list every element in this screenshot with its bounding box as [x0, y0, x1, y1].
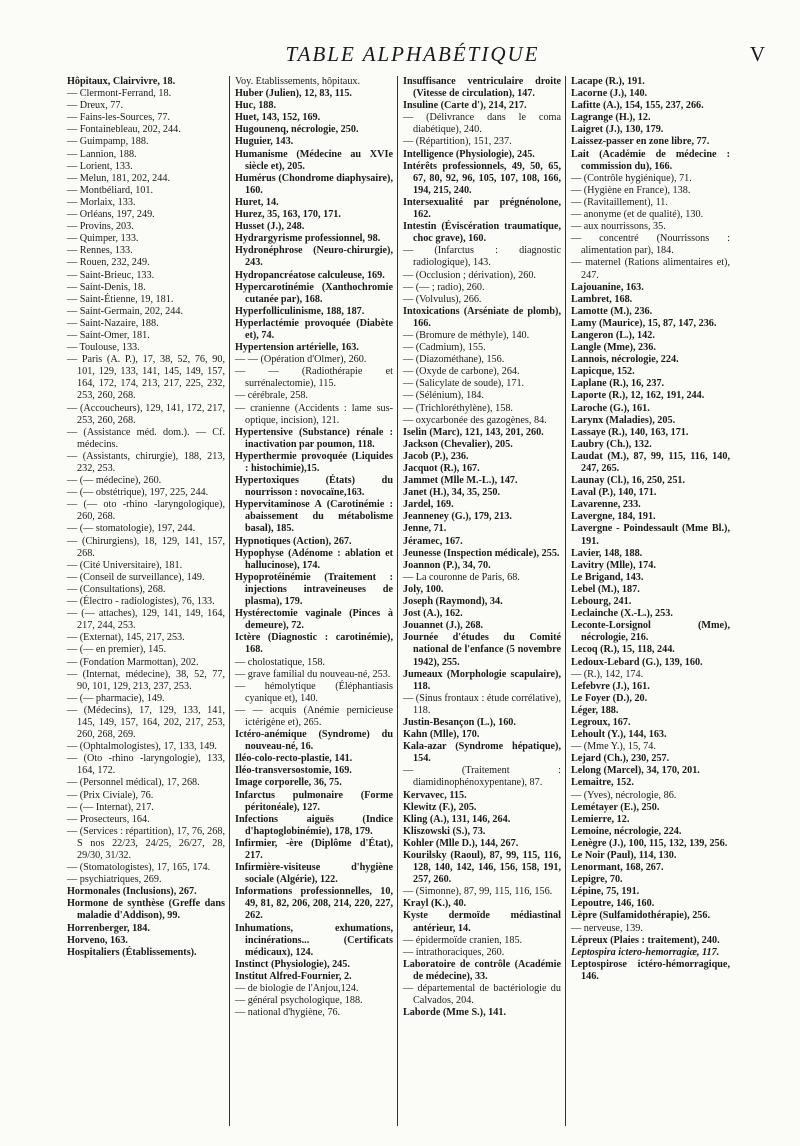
- index-entry: Infections aiguës (Indice d'haptoglobinémie), 178, 179.: [235, 813, 393, 837]
- index-entry: Jéramec, 167.: [403, 535, 463, 547]
- index-entry: Klewitz (F.), 205.: [403, 801, 477, 813]
- index-entry: Laplane (R.), 16, 237.: [571, 378, 665, 390]
- index-entry: Launay (Cl.), 16, 250, 251.: [571, 475, 686, 487]
- index-entry: Lavarenne, 233.: [571, 499, 641, 511]
- index-entry: Horveno, 163.: [67, 934, 128, 946]
- index-entry: — — (Radiothérapie et surrénalectomie), 115.: [235, 366, 393, 390]
- index-entry: — Melun, 181, 202, 244.: [67, 172, 171, 184]
- index-entry: Le Foyer (D.), 20.: [571, 692, 648, 704]
- index-entry: — (— en premier), 145.: [67, 644, 167, 656]
- index-entry: — (— pharmacie), 149.: [67, 692, 165, 704]
- index-entry: — Saint-Étienne, 19, 181.: [67, 293, 174, 305]
- index-entry: Joly, 100.: [403, 583, 444, 595]
- index-entry: — Saint-Germain, 202, 244.: [67, 305, 184, 317]
- index-entry: — Lannion, 188.: [67, 148, 137, 160]
- index-entry: — Toulouse, 133.: [67, 342, 140, 354]
- index-entry: Kahn (Mlle), 170.: [403, 729, 480, 741]
- index-entry: Hurez, 35, 163, 170, 171.: [235, 209, 341, 221]
- index-entry: Krayl (K.), 40.: [403, 898, 467, 910]
- index-entry: — (Stomatologistes), 17, 165, 174.: [67, 862, 211, 874]
- index-entry: — (Médecins), 17, 129, 133, 141, 145, 149, 157, 164, 202, 217, 253, 260, 268, 269.: [67, 704, 225, 741]
- index-entry: Intestin (Éviscération traumatique, choc grave), 160.: [403, 221, 561, 245]
- index-entry: Jacob (P.), 236.: [403, 450, 469, 462]
- index-entry: — (Ravitaillement), 11.: [571, 196, 668, 208]
- index-entry: Kohler (Mlle D.), 144, 267.: [403, 837, 519, 849]
- index-entry: — Dreux, 77.: [67, 100, 124, 112]
- index-entry: Hyperlactémie provoquée (Diabète et), 74.: [235, 317, 393, 341]
- index-entry: Intersexualité par prégnénolone, 162.: [403, 196, 561, 221]
- index-entry: — (Accoucheurs), 129, 141, 172, 217, 253, 260, 268.: [67, 402, 225, 426]
- index-entry: Jost (A.), 162.: [403, 608, 463, 620]
- index-entry: Lemaitre, 152.: [571, 777, 634, 789]
- index-entry: Laboratoire de contrôle (Académie de médecine), 33.: [403, 958, 561, 982]
- index-entry: Hydrargyrisme professionnel, 98.: [235, 233, 381, 245]
- index-entry: Huc, 188.: [235, 100, 277, 112]
- index-entry: Huret, 14.: [235, 196, 279, 208]
- index-entry: — (— attaches), 129, 141, 149, 164, 217, 244, 253.: [67, 608, 225, 632]
- index-entry: — (Oxyde de carbone), 264.: [403, 366, 520, 378]
- index-entry: — Morlaix, 133.: [67, 196, 136, 208]
- index-entry: Jacquot (R.), 167.: [403, 463, 480, 474]
- index-entry: Laubry (Ch.), 132.: [571, 438, 652, 450]
- index-entry: Lagrange (H.), 12.: [571, 112, 651, 124]
- index-entry: Hormonales (Inclusions), 267.: [67, 886, 197, 898]
- index-entry: Hypophyse (Adénome : ablation et hallucinose), 174.: [235, 547, 393, 571]
- index-entry: Lemétayer (E.), 250.: [571, 801, 660, 813]
- index-entry: Hugounenq, nécrologie, 250.: [235, 124, 359, 136]
- index-entry: Hypnotiques (Action), 267.: [235, 535, 352, 547]
- index-entry: Lejard (Ch.), 230, 257.: [571, 753, 670, 765]
- index-entry: — épidermoïde cranien, 185.: [403, 934, 523, 946]
- index-entry: Lefebvre (J.), 161.: [571, 680, 650, 692]
- index-entry: — Orléans, 197, 249.: [67, 209, 155, 221]
- index-entry: — (Sélénium), 184.: [403, 390, 484, 402]
- index-entry: Lelong (Marcel), 34, 170, 201.: [571, 765, 700, 777]
- index-entry: — (Infarctus : diagnostic radiologique), 143.: [403, 245, 561, 269]
- index-entry: Kyste dermoïde médiastinal antérieur, 14.: [403, 910, 561, 934]
- index-entry: Journée d'études du Comité national de l'enfance (5 novembre 1942), 255.: [403, 632, 561, 668]
- index-entry: — (Bromure de méthyle), 140.: [403, 329, 530, 341]
- index-entry: — (Diazométhane), 156.: [403, 354, 505, 366]
- index-column-1: [62, 76, 230, 1126]
- index-entry: — La couronne de Paris, 68.: [403, 571, 520, 583]
- index-entry: — Provins, 203.: [67, 221, 134, 233]
- index-entry: — (Services : répartition), 17, 76, 268, S nos 22/23, 24/25, 26/27, 28, 29/30, 31/32.: [67, 825, 225, 861]
- index-entry: — Saint-Omer, 181.: [67, 329, 150, 341]
- index-entry: Lehoult (Y.), 144, 163.: [571, 729, 667, 741]
- index-entry: Jeanneney (G.), 179, 213.: [403, 511, 512, 523]
- index-entry: Janet (H.), 34, 35, 250.: [403, 487, 501, 499]
- index-entry: — (Délivrance dans le coma diabétique), 240.: [403, 112, 561, 136]
- index-entry: Intérêts professionnels, 49, 50, 65, 67, 80, 92, 96, 105, 107, 108, 166, 194, 215, 240.: [403, 160, 561, 196]
- index-entry: Hypoprotéinémie (Traitement : injections intraveineuses de plasma), 179.: [235, 571, 393, 608]
- index-entry: — — acquis (Anémie pernicieuse ictérigène et), 265.: [235, 704, 393, 728]
- index-column-4: [566, 76, 734, 1126]
- index-entry: Lannois, nécrologie, 224.: [571, 354, 679, 366]
- index-entry: — oxycarbonée des gazogènes, 84.: [403, 414, 547, 426]
- index-entry: Infarctus pulmonaire (Forme péritonéale), 127.: [235, 789, 393, 813]
- index-entry: Léger, 188.: [571, 704, 619, 716]
- index-entry: — départemental de bactériologie du Calvados, 204.: [403, 983, 561, 1007]
- index-entry: Ictéro-anémique (Syndrome) du nouveau-né, 16.: [235, 729, 393, 753]
- index-entry: Hypertoxiques (États) du nourrisson : novocaïne,163.: [235, 475, 393, 499]
- index-entry: Iléo-transversostomie, 169.: [235, 765, 352, 777]
- page-title: TABLE ALPHABÉTIQUE: [285, 42, 540, 66]
- index-entry: Lecoq (R.), 15, 118, 244.: [571, 644, 675, 656]
- index-entry: Jouannet (J.), 268.: [403, 620, 484, 632]
- index-entry: — (R.), 142, 174.: [571, 668, 644, 680]
- index-entry: — (Cité Universitaire), 181.: [67, 559, 183, 571]
- index-entry: Lèpre (Sulfamidothérapie), 256.: [571, 910, 711, 922]
- index-entry: — hémolytique (Éléphantiasis cyanique et), 140.: [235, 680, 393, 704]
- index-entry: Leptospira ictero-hemorragiæ, 117.: [571, 946, 720, 958]
- index-entry: Le Noir (Paul), 114, 130.: [571, 850, 677, 861]
- index-entry: — (Conseil de surveillance), 149.: [67, 571, 205, 583]
- index-entry: Lait (Académie de médecine : commission du), 166.: [571, 148, 730, 172]
- index-entry: — (Mme Y.), 15, 74.: [571, 741, 656, 753]
- index-entry: — Saint-Brieuc, 133.: [67, 269, 155, 281]
- index-entry: Jardel, 169.: [403, 499, 454, 511]
- index-entry: Leptospirose ictéro-hémorragique, 146.: [571, 958, 730, 982]
- index-entry: — Rennes, 133.: [67, 245, 133, 257]
- index-entry: — (Salicylate de soude), 171.: [403, 378, 525, 390]
- index-entry: — (Répartition), 151, 237.: [403, 136, 512, 148]
- index-entry: Huet, 143, 152, 169.: [235, 112, 321, 124]
- index-entry: Laroche (G.), 161.: [571, 402, 650, 414]
- index-entry: — (Assistance méd. dom.). — Cf. médecins.: [67, 426, 225, 450]
- index-entry: Hypertensive (Substance) rénale : inactivation par poumon, 118.: [235, 426, 393, 450]
- index-entry: — concentré (Nourrissons : alimentation par), 184.: [571, 233, 730, 257]
- index-entry: — Montbéliard, 101.: [67, 184, 154, 196]
- index-entry: — (Consultations), 268.: [67, 583, 166, 595]
- index-entry: — (Cadmium), 155.: [403, 342, 486, 354]
- index-entry: Kling (A.), 131, 146, 264.: [403, 813, 511, 825]
- index-entry: Lavitry (Mlle), 174.: [571, 559, 656, 571]
- index-entry: — Quimper, 133.: [67, 233, 139, 245]
- index-entry: Lebel (M.), 187.: [571, 583, 640, 595]
- index-entry: Lépreux (Plaies : traitement), 240.: [571, 934, 720, 946]
- index-entry: Humérus (Chondrome diaphysaire), 160.: [235, 172, 393, 196]
- index-entry: Kervavec, 115.: [403, 789, 467, 801]
- index-entry: Lambret, 168.: [571, 293, 633, 305]
- index-entry: Lavergne - Poindessault (Mme Bl.), 191.: [571, 523, 730, 547]
- index-entry: Joannon (P.), 34, 70.: [403, 559, 491, 571]
- index-entry: Lacape (R.), 191.: [571, 76, 645, 87]
- index-entry: Laissez-passer en zone libre, 77.: [571, 136, 710, 148]
- index-entry: — Rouen, 232, 249.: [67, 257, 150, 269]
- index-entry: Lépine, 75, 191.: [571, 886, 640, 898]
- index-entry: — cholostatique, 158.: [235, 656, 325, 668]
- index-entry: — intrathoraciques, 260.: [403, 946, 505, 958]
- index-entry: — Fontainebleau, 202, 244.: [67, 124, 181, 136]
- index-entry: — (Électro - radiologistes), 76, 133.: [67, 596, 215, 608]
- index-entry: Lapicque, 152.: [571, 366, 635, 378]
- index-entry: Lenormant, 168, 267.: [571, 862, 664, 874]
- index-entry: Hydropancréatose calculeuse, 169.: [235, 269, 385, 281]
- index-entry: Joseph (Raymond), 34.: [403, 596, 503, 608]
- index-entry: — (— stomatologie), 197, 244.: [67, 523, 196, 535]
- index-entry: — nerveuse, 139.: [571, 922, 643, 934]
- index-entry: Jeunesse (Inspection médicale), 255.: [403, 547, 560, 559]
- index-entry: Lebourg, 241.: [571, 596, 632, 608]
- index-entry: Kala-azar (Syndrome hépatique), 154.: [403, 741, 561, 765]
- index-entry: — Guimpamp, 188.: [67, 136, 149, 148]
- index-entry: Lavier, 148, 188.: [571, 547, 643, 559]
- index-entry: — psychiatriques, 269.: [67, 874, 162, 886]
- index-entry: — national d'hygiène, 76.: [235, 1007, 341, 1019]
- index-entry: Hypervitaminose A (Carotinémie : abaissement du métabolisme basal), 185.: [235, 499, 393, 535]
- index-entry: Leconte-Lorsignol (Mme), nécrologie, 216.: [571, 620, 730, 644]
- index-entry: — (Occlusion ; dérivation), 260.: [403, 269, 536, 281]
- index-entry: Informations professionnelles, 10, 49, 81, 82, 206, 208, 214, 220, 227, 262.: [235, 886, 393, 922]
- index-column-3: [398, 76, 566, 1126]
- index-entry: — (Contrôle hygiénique), 71.: [571, 172, 692, 184]
- index-entry: — de biologie de l'Anjou,124.: [235, 983, 359, 995]
- index-entry: Lavergne, 184, 191.: [571, 511, 656, 523]
- index-entry: Iléo-colo-recto-plastie, 141.: [235, 753, 353, 765]
- index-entry: Huguier, 143.: [235, 136, 294, 148]
- index-entry: Husset (J.), 248.: [235, 221, 305, 233]
- index-entry: — maternel (Rations alimentaires et), 247.: [571, 257, 730, 281]
- index-entry: Infirmière-visiteuse d'hygiène sociale (Algérie), 122.: [235, 862, 393, 886]
- index-entry: — (— obstétrique), 197, 225, 244.: [67, 487, 209, 499]
- index-entry: — (Yves), nécrologie, 86.: [571, 789, 677, 801]
- index-entry: Justin-Besançon (L.), 160.: [403, 716, 516, 728]
- index-entry: Image corporelle, 36, 75.: [235, 777, 342, 789]
- index-entry: Lemoine, nécrologie, 224.: [571, 825, 682, 837]
- index-entry: Jenne, 71.: [403, 523, 447, 535]
- index-entry: Langeron (L.), 142.: [571, 329, 655, 341]
- index-entry: — (Prix Civiale), 76.: [67, 789, 154, 801]
- index-entry: — anonyme (et de qualité), 130.: [571, 209, 704, 221]
- index-entry: Inhumations, exhumations, incinérations... (Certificats médicaux), 124.: [235, 922, 393, 958]
- index-entry: Laigret (J.), 130, 179.: [571, 124, 664, 136]
- index-entry: Laval (P.), 140, 171.: [571, 487, 657, 499]
- index-entry: — (Fondation Marmottan), 202.: [67, 656, 199, 668]
- index-entry: Lafitte (A.), 154, 155, 237, 266.: [571, 100, 704, 112]
- page-number: V: [749, 42, 765, 66]
- index-entry: — aux nourrissons, 35.: [571, 221, 666, 233]
- index-entry: Laborde (Mme S.), 141.: [403, 1007, 506, 1019]
- index-entry: Lamy (Maurice), 15, 87, 147, 236.: [571, 317, 717, 329]
- index-entry: Laporte (R.), 12, 162, 191, 244.: [571, 390, 705, 402]
- index-entry: Kourilsky (Raoul), 87, 99, 115, 116, 128, 140, 142, 146, 156, 158, 191, 257, 260.: [403, 850, 561, 886]
- index-entry: Hormone de synthèse (Greffe dans maladie d'Addison), 99.: [67, 898, 225, 922]
- index-entry: Lepigre, 70.: [571, 874, 623, 886]
- index-entry: Jackson (Chevalier), 205.: [403, 438, 513, 450]
- index-entry: Leclainche (X.-L.), 253.: [571, 608, 673, 620]
- page-header: [60, 38, 765, 74]
- index-entry: Lemierre, 12.: [571, 813, 630, 825]
- index-entry: Hystérectomie vaginale (Pinces à demeure), 72.: [235, 608, 393, 632]
- index-entry: — (Externat), 145, 217, 253.: [67, 632, 185, 644]
- index-entry: — (— oto -rhino -laryngologique), 260, 268.: [67, 499, 225, 523]
- index-entry: Lacorne (J.), 140.: [571, 88, 648, 100]
- index-entry: — (Personnel médical), 17, 268.: [67, 777, 200, 789]
- index-entry: Hôpitaux, Clairvivre, 18.: [67, 76, 176, 87]
- index-entry: Ledoux-Lebard (G.), 139, 160.: [571, 656, 703, 668]
- index-entry: — Saint-Denis, 18.: [67, 281, 146, 293]
- index-entry: Kliszowski (S.), 73.: [403, 825, 486, 837]
- index-entry: Hypercarotinémie (Xanthochromie cutanée par), 168.: [235, 281, 393, 305]
- index-entry: — (Traitement : diamidinophénoxypentane), 87.: [403, 765, 561, 789]
- index-entry: — cérébrale, 258.: [235, 390, 308, 402]
- index-entry: Lajouanine, 163.: [571, 281, 644, 293]
- index-entry: Voy. Établissements, hôpitaux.: [235, 76, 361, 87]
- index-entry: Humanisme (Médecine au XVIe siècle et), 205.: [235, 148, 393, 172]
- index-entry: Hypertension artérielle, 163.: [235, 342, 359, 354]
- index-entry: — (— médecine), 260.: [67, 475, 162, 487]
- index-entry: Huber (Julien), 12, 83, 115.: [235, 88, 352, 100]
- index-entry: Iselin (Marc), 121, 143, 201, 260.: [403, 426, 544, 438]
- index-entry: — (Oto -rhino -laryngologie), 133, 164, 172.: [67, 753, 225, 777]
- index-columns: [62, 76, 768, 1126]
- index-entry: Ictère (Diagnostic : carotinémie), 168.: [235, 632, 393, 656]
- index-entry: Horrenberger, 184.: [67, 922, 150, 934]
- index-entry: — — (Opération d'Olmer), 260.: [235, 354, 367, 366]
- index-entry: — Prosecteurs, 164.: [67, 813, 150, 825]
- index-entry: Langle (Mme), 236.: [571, 342, 656, 354]
- index-entry: — Saint-Nazaire, 188.: [67, 317, 159, 329]
- index-entry: — général psychologique, 188.: [235, 995, 363, 1007]
- index-entry: — (Ophtalmologistes), 17, 133, 149.: [67, 741, 217, 753]
- index-entry: Lassaye (R.), 140, 163, 171.: [571, 426, 689, 438]
- index-entry: — (— Internat), 217.: [67, 801, 154, 813]
- index-entry: Hyperthermie provoquée (Liquides : histochimie),15.: [235, 450, 393, 474]
- index-entry: — cranienne (Accidents : lame sus-optique, incision), 121.: [235, 402, 393, 426]
- index-entry: Instinct (Physiologie), 245.: [235, 958, 350, 970]
- index-entry: — grave familial du nouveau-né, 253.: [235, 668, 391, 680]
- index-entry: — (— ; radio), 260.: [403, 281, 485, 293]
- index-entry: Hyperfolliculinisme, 188, 187.: [235, 305, 365, 317]
- index-entry: Le Brigand, 143.: [571, 571, 644, 583]
- index-entry: — (Chirurgiens), 18, 129, 141, 157, 268.: [67, 535, 225, 559]
- index-entry: — (Volvulus), 266.: [403, 293, 482, 305]
- index-entry: Legroux, 167.: [571, 716, 631, 728]
- index-entry: — Fains-les-Sources, 77.: [67, 112, 170, 124]
- index-entry: — (Hygiène en France), 138.: [571, 184, 691, 196]
- index-entry: Jumeaux (Morphologie scapulaire), 118.: [403, 668, 561, 692]
- index-entry: Lenègre (J.), 100, 115, 132, 139, 256.: [571, 837, 728, 849]
- index-entry: — Paris (A. P.), 17, 38, 52, 76, 90, 101, 129, 133, 141, 145, 149, 157, 164, 172, 174, 213, 217, 225, 232, 253, 260, 268.: [67, 354, 225, 402]
- index-entry: — (Trichloréthylène), 158.: [403, 402, 513, 414]
- index-entry: Hospitaliers (Établissements).: [67, 946, 197, 958]
- index-entry: Insuline (Carte d'), 214, 217.: [403, 100, 527, 112]
- index-entry: Intelligence (Physiologie), 245.: [403, 148, 535, 160]
- index-entry: — Clermont-Ferrand, 18.: [67, 88, 172, 100]
- index-entry: Insuffisance ventriculaire droite (Vitesse de circulation), 147.: [403, 76, 561, 100]
- index-entry: Hydronéphrose (Neuro-chirurgie), 243.: [235, 245, 393, 269]
- index-column-2: [230, 76, 398, 1126]
- index-entry: — (Sinus frontaux : étude corrélative), 118.: [403, 692, 561, 716]
- index-entry: Lepoutre, 146, 160.: [571, 898, 655, 910]
- index-entry: Laudat (M.), 87, 99, 115, 116, 140, 247, 265.: [571, 450, 730, 474]
- index-entry: Jammet (Mlle M.-L.), 147.: [403, 475, 518, 487]
- index-entry: Larynx (Maladies), 205.: [571, 414, 676, 426]
- index-entry: — (Assistants, chirurgie), 188, 213, 232, 253.: [67, 450, 225, 474]
- index-entry: Infirmier, -ère (Diplôme d'État), 217.: [235, 837, 393, 861]
- index-entry: Lamotte (M.), 236.: [571, 305, 653, 317]
- index-entry: — Lorient, 133.: [67, 160, 133, 172]
- index-entry: Intoxications (Arséniate de plomb), 166.: [403, 305, 561, 329]
- index-entry: — (Simonne), 87, 99, 115, 116, 156.: [403, 886, 553, 898]
- index-entry: Institut Alfred-Fournier, 2.: [235, 970, 352, 982]
- index-entry: — (Internat, médecine), 38, 52, 77, 90, 101, 129, 213, 237, 253.: [67, 668, 225, 692]
